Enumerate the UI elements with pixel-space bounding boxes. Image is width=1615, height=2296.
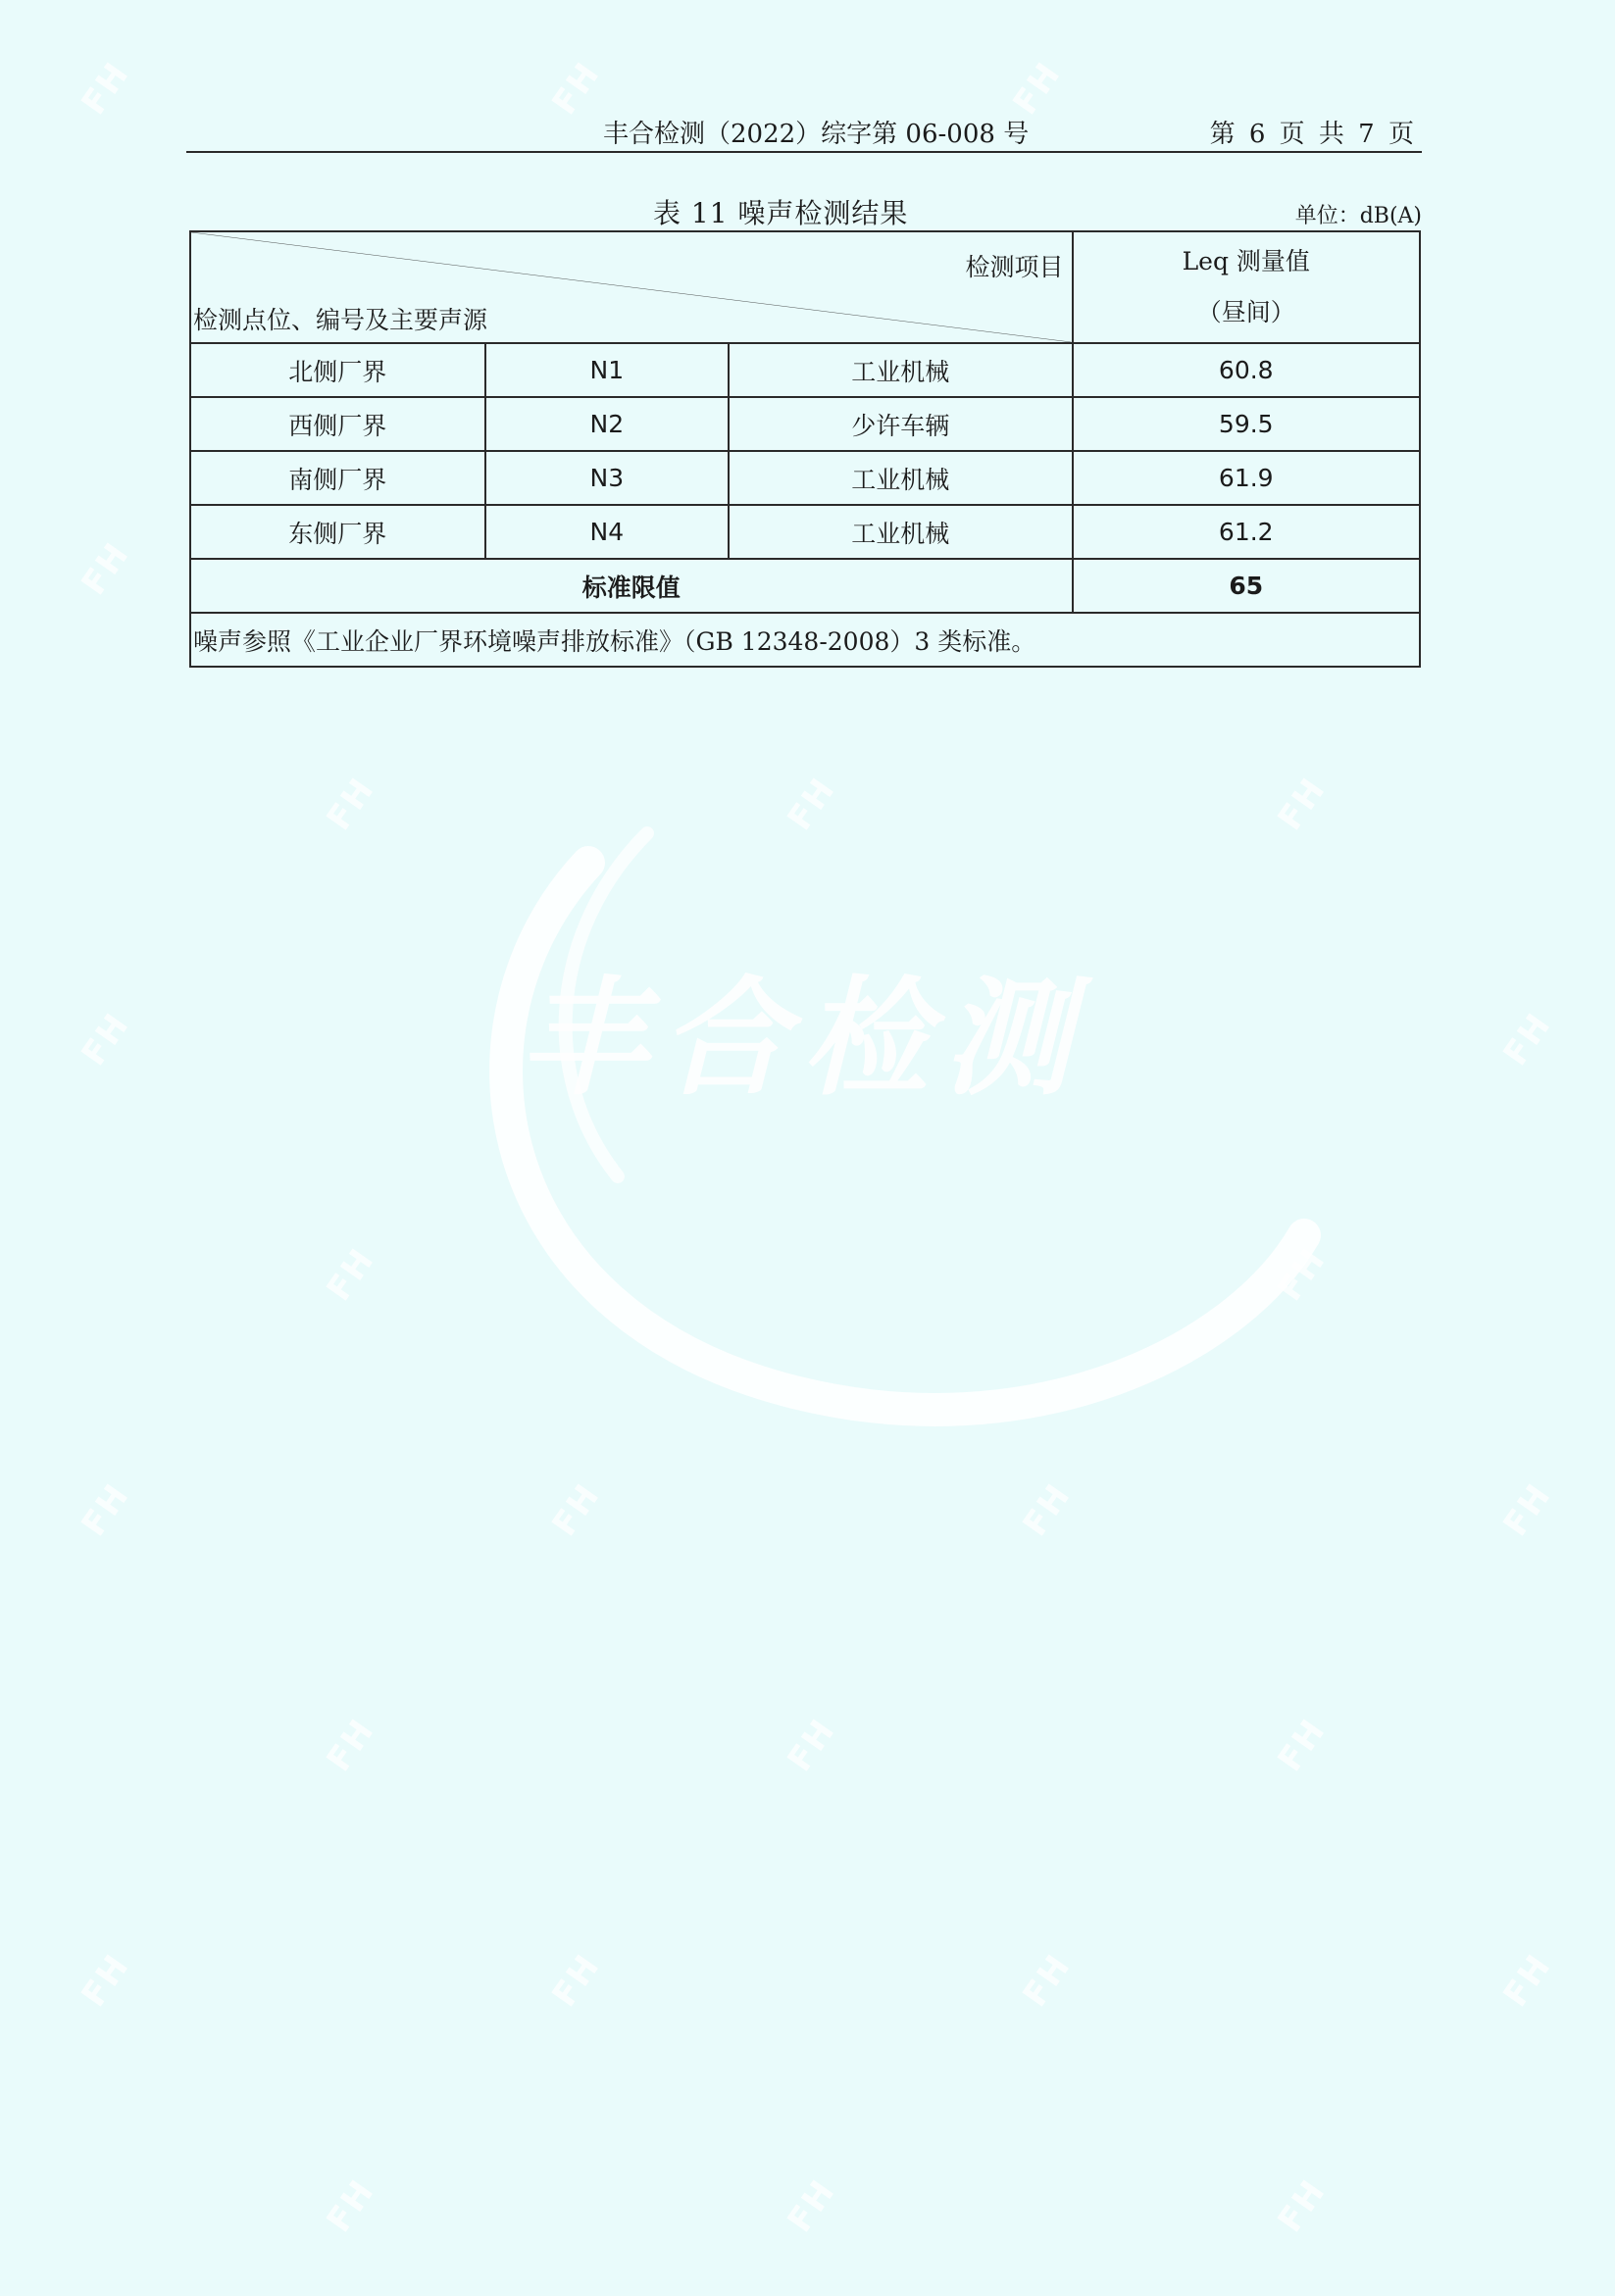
value-cell: 60.8 (1073, 343, 1420, 397)
watermark-logo (422, 765, 1402, 1451)
code-cell: N2 (485, 397, 730, 451)
watermark-fh: FH (1495, 1946, 1560, 2015)
watermark-fh: FH (1015, 1946, 1080, 2015)
watermark-fh: FH (1005, 54, 1070, 123)
value-header-cell (1073, 231, 1420, 343)
watermark-fh: FH (1495, 1005, 1560, 1073)
watermark-fh: FH (319, 2171, 383, 2240)
report-reference: 丰合检测（2022）综字第 06-008 号 (603, 120, 1030, 149)
header-test-point: 检测点位、编号及主要声源 (193, 306, 488, 334)
value-header-line2: （昼间） (1196, 298, 1295, 326)
limit-label-cell: 标准限值 (190, 559, 1073, 613)
watermark-fh: FH (74, 54, 138, 123)
note-row (190, 613, 1420, 667)
header-test-item: 检测项目 (965, 253, 1064, 281)
limit-row (190, 559, 1420, 613)
noise-results-table (189, 230, 1421, 668)
value-header-line1: Leq 测量值 (1182, 247, 1310, 275)
watermark-fh: FH (1015, 1475, 1080, 1544)
source-cell: 工业机械 (729, 451, 1072, 505)
watermark-fh: FH (1270, 770, 1335, 838)
watermark-fh: FH (74, 1475, 138, 1544)
value-cell: 59.5 (1073, 397, 1420, 451)
watermark-fh: FH (74, 1005, 138, 1073)
watermark-fh: FH (780, 770, 844, 838)
source-cell: 少许车辆 (729, 397, 1072, 451)
location-cell: 北侧厂界 (190, 343, 485, 397)
limit-value-cell: 65 (1073, 559, 1420, 613)
watermark-fh: FH (1270, 1711, 1335, 1779)
table-row (190, 451, 1420, 505)
watermark-fh: FH (319, 1711, 383, 1779)
standard-note: 噪声参照《工业企业厂界环境噪声排放标准》（GB 12348-2008）3 类标准。 (190, 613, 1420, 667)
watermark-fh: FH (544, 1475, 609, 1544)
table-row (190, 397, 1420, 451)
table-header-row (190, 231, 1420, 343)
watermark-fh: FH (780, 2171, 844, 2240)
watermark-fh: FH (1270, 2171, 1335, 2240)
value-cell: 61.9 (1073, 451, 1420, 505)
code-cell: N3 (485, 451, 730, 505)
watermark-fh: FH (544, 1946, 609, 2015)
source-cell: 工业机械 (729, 505, 1072, 559)
watermark-fh: FH (544, 54, 609, 123)
code-cell: N1 (485, 343, 730, 397)
source-cell: 工业机械 (729, 343, 1072, 397)
diagonal-header-cell (190, 231, 1073, 343)
unit-label: 单位：dB(A) (1294, 204, 1422, 228)
watermark-fh: FH (74, 534, 138, 603)
value-cell: 61.2 (1073, 505, 1420, 559)
table-caption: 表 11 噪声检测结果 (653, 197, 909, 229)
watermark-fh: FH (319, 770, 383, 838)
watermark-fh: FH (1270, 1240, 1335, 1309)
table-row (190, 343, 1420, 397)
location-cell: 东侧厂界 (190, 505, 485, 559)
watermark-fh: FH (74, 1946, 138, 2015)
watermark-fh: FH (780, 1711, 844, 1779)
code-cell: N4 (485, 505, 730, 559)
table-row (190, 505, 1420, 559)
location-cell: 西侧厂界 (190, 397, 485, 451)
location-cell: 南侧厂界 (190, 451, 485, 505)
watermark-company-name: 丰合检测 (520, 964, 1085, 1113)
watermark-fh: FH (319, 1240, 383, 1309)
page-number: 第 6 页 共 7 页 (1209, 120, 1414, 149)
page-header (186, 110, 1422, 153)
watermark-fh: FH (1495, 1475, 1560, 1544)
